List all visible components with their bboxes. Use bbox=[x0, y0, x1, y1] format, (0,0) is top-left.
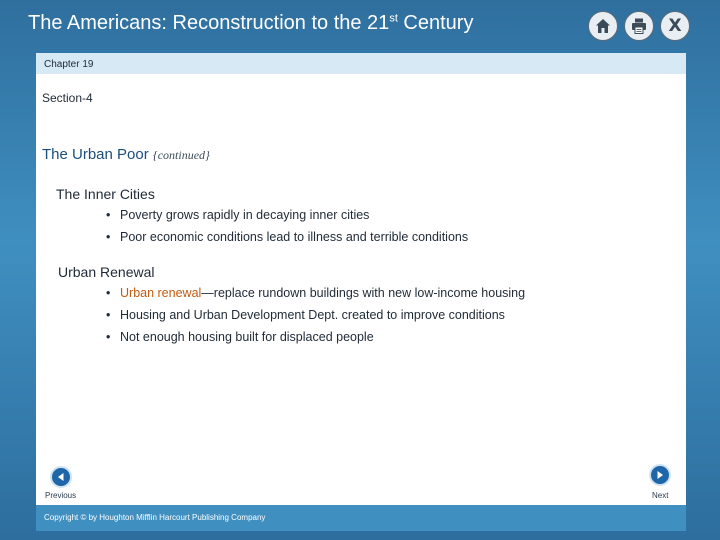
heading-text: The Urban Poor bbox=[42, 146, 149, 163]
close-button[interactable] bbox=[660, 11, 690, 41]
slide-panel bbox=[36, 53, 686, 531]
list-item: • Poverty grows rapidly in decaying inner cities bbox=[106, 208, 370, 222]
group-title-inner-cities: The Inner Cities bbox=[56, 186, 155, 202]
home-button[interactable] bbox=[588, 11, 618, 41]
list-item: • Not enough housing built for displaced people bbox=[106, 330, 374, 344]
title-superscript: st bbox=[389, 12, 398, 25]
previous-label[interactable]: Previous bbox=[45, 491, 77, 500]
arrow-right-icon bbox=[655, 470, 665, 480]
copyright-text: Copyright © by Houghton Mifflin Harcourt Publishing Company bbox=[44, 513, 266, 522]
chapter-label: Chapter 19 bbox=[44, 59, 94, 70]
bullet-text: Housing and Urban Development Dept. created to improve conditions bbox=[120, 308, 505, 322]
bullet-text: —replace rundown buildings with new low-income housing bbox=[201, 286, 526, 300]
slide-heading bbox=[42, 146, 210, 163]
close-icon: X bbox=[668, 16, 682, 36]
printer-icon bbox=[630, 17, 648, 35]
bullet-text: Poverty grows rapidly in decaying inner cities bbox=[120, 208, 370, 222]
list-item: • Urban renewal—replace rundown buildings with new low-income housing bbox=[106, 286, 526, 300]
list-item: • Poor economic conditions lead to illness and terrible conditions bbox=[106, 230, 469, 244]
print-button[interactable] bbox=[624, 11, 654, 41]
toolbar bbox=[588, 11, 690, 41]
arrow-left-icon bbox=[56, 472, 66, 482]
home-icon bbox=[594, 17, 612, 35]
group-title-urban-renewal: Urban Renewal bbox=[58, 264, 155, 280]
chapter-bar bbox=[36, 53, 686, 74]
footer-bar bbox=[36, 505, 686, 531]
title-text: The Americans: Reconstruction to the 21 bbox=[28, 12, 390, 34]
highlighted-term: Urban renewal bbox=[120, 286, 202, 300]
list-item: • Housing and Urban Development Dept. created to improve conditions bbox=[106, 308, 505, 322]
previous-button[interactable] bbox=[50, 466, 72, 488]
title-suffix: Century bbox=[397, 12, 474, 34]
bullet-text: Not enough housing built for displaced people bbox=[120, 330, 374, 344]
heading-note: {continued} bbox=[152, 148, 210, 162]
next-label[interactable]: Next bbox=[652, 491, 669, 500]
presentation-title bbox=[28, 12, 473, 35]
bullet-text: Poor economic conditions lead to illness and terrible conditions bbox=[120, 230, 469, 244]
next-button[interactable] bbox=[649, 464, 671, 486]
section-label: Section-4 bbox=[42, 91, 93, 105]
